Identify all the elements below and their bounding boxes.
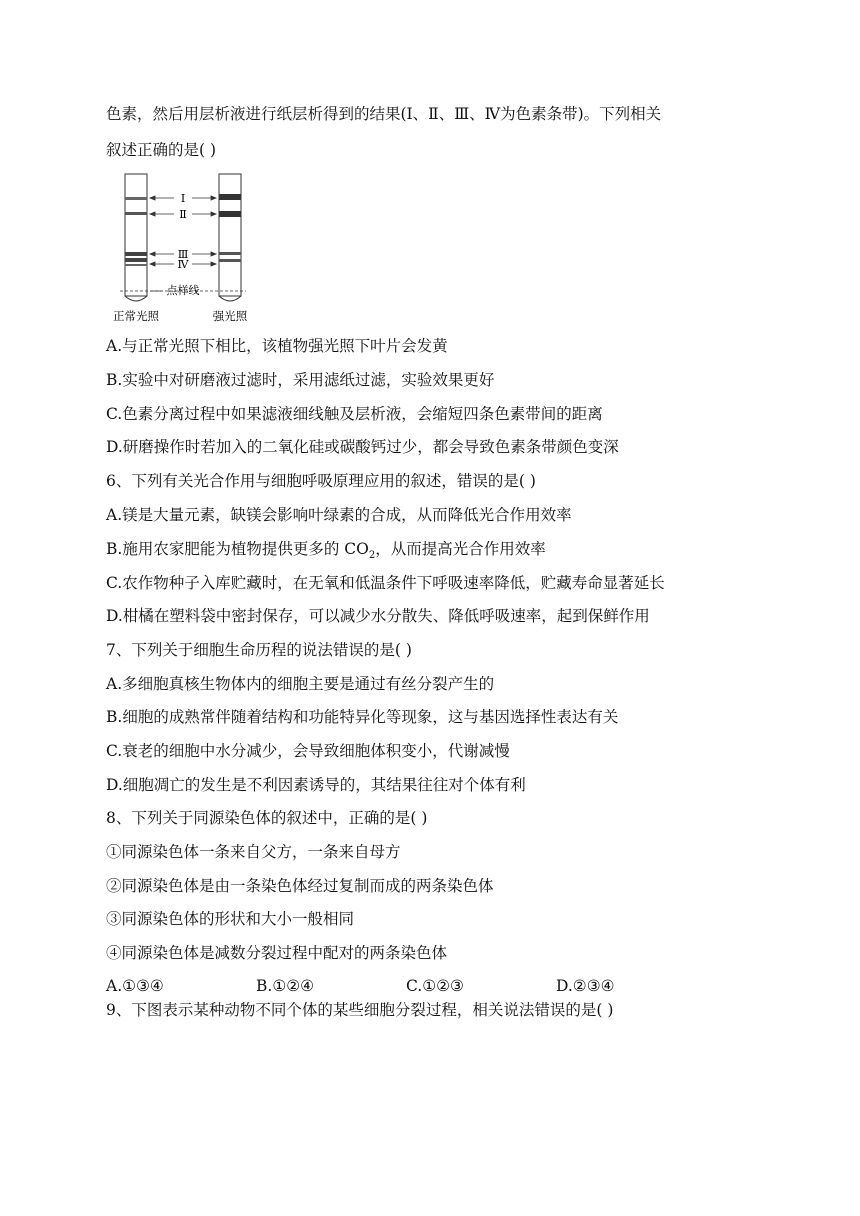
- q6-stem: 6、下列有关光合作用与细胞呼吸原理应用的叙述，错误的是( ): [106, 472, 536, 490]
- q6-option-c: C.农作物种子入库贮藏时，在无氧和低温条件下呼吸速率降低，贮藏寿命显著延长: [106, 574, 665, 592]
- baseline-label: 点样线: [166, 284, 200, 297]
- q7-option-d: D.细胞凋亡的发生是不利因素诱导的，其结果往往对个体有利: [106, 776, 526, 794]
- q5-option-d: D.研磨操作时若加入的二氧化硅或碳酸钙过少，都会导致色素条带颜色变深: [106, 438, 619, 456]
- q6-option-b-sub: 2: [368, 550, 376, 562]
- intro-line-2: 叙述正确的是( ): [106, 141, 217, 159]
- q8-choice-b: B.①②④: [256, 977, 315, 995]
- q8-choice-a: A.①③④: [106, 977, 164, 995]
- band-label-2: Ⅱ: [179, 208, 187, 221]
- q8-item-1: ①同源染色体一条来自父方，一条来自母方: [106, 843, 401, 861]
- q7-stem: 7、下列关于细胞生命历程的说法错误的是( ): [106, 641, 412, 659]
- q9-stem: 9、下图表示某种动物不同个体的某些细胞分裂过程，相关说法错误的是( ): [106, 1001, 614, 1019]
- q5-option-c: C.色素分离过程中如果滤液细线触及层析液，会缩短四条色素带间的距离: [106, 405, 603, 423]
- strong-light-caption: 强光照: [212, 309, 248, 323]
- q7-option-a: A.多细胞真核生物体内的细胞主要是通过有丝分裂产生的: [106, 675, 495, 693]
- q8-choices: [106, 976, 780, 996]
- q5-option-a: A.与正常光照下相比，该植物强光照下叶片会发黄: [106, 337, 448, 355]
- intro-line-1: 色素，然后用层析液进行纸层析得到的结果(Ⅰ、Ⅱ、Ⅲ、Ⅳ为色素条带)。下列相关: [106, 105, 662, 123]
- band-label-3: Ⅲ: [177, 248, 189, 261]
- q7-option-c: C.衰老的细胞中水分减少，会导致细胞体积变小，代谢减慢: [106, 742, 510, 760]
- strong-light-strip: [219, 174, 241, 301]
- q6-option-d: D.柑橘在塑料袋中密封保存，可以减少水分散失、降低呼吸速率，起到保鲜作用: [106, 607, 650, 625]
- q7-option-b: B.细胞的成熟常伴随着结构和功能特异化等现象，这与基因选择性表达有关: [106, 708, 619, 726]
- chromatography-figure: [106, 168, 266, 328]
- normal-light-strip: [125, 174, 147, 301]
- q8-item-2: ②同源染色体是由一条染色体经过复制而成的两条染色体: [106, 877, 494, 895]
- band-label-4: Ⅳ: [177, 258, 189, 271]
- q6-option-b-post: ，从而提高光合作用效率: [375, 540, 546, 558]
- q6-option-b-pre: B.施用农家肥能为植物提供更多的 CO: [106, 540, 369, 558]
- q5-option-b: B.实验中对研磨液过滤时，采用滤纸过滤，实验效果更好: [106, 371, 495, 389]
- q8-choice-d: D.②③④: [556, 977, 615, 995]
- normal-light-caption: 正常光照: [113, 309, 159, 323]
- q8-choice-c: C.①②③: [406, 977, 464, 995]
- q8-stem: 8、下列关于同源染色体的叙述中，正确的是( ): [106, 809, 428, 827]
- band-label-1: Ⅰ: [180, 192, 186, 205]
- q6-option-b: [106, 539, 780, 566]
- q6-option-a: A.镁是大量元素，缺镁会影响叶绿素的合成，从而降低光合作用效率: [106, 506, 572, 524]
- q8-item-3: ③同源染色体的形状和大小一般相同: [106, 910, 355, 928]
- q8-item-4: ④同源染色体是减数分裂过程中配对的两条染色体: [106, 944, 448, 962]
